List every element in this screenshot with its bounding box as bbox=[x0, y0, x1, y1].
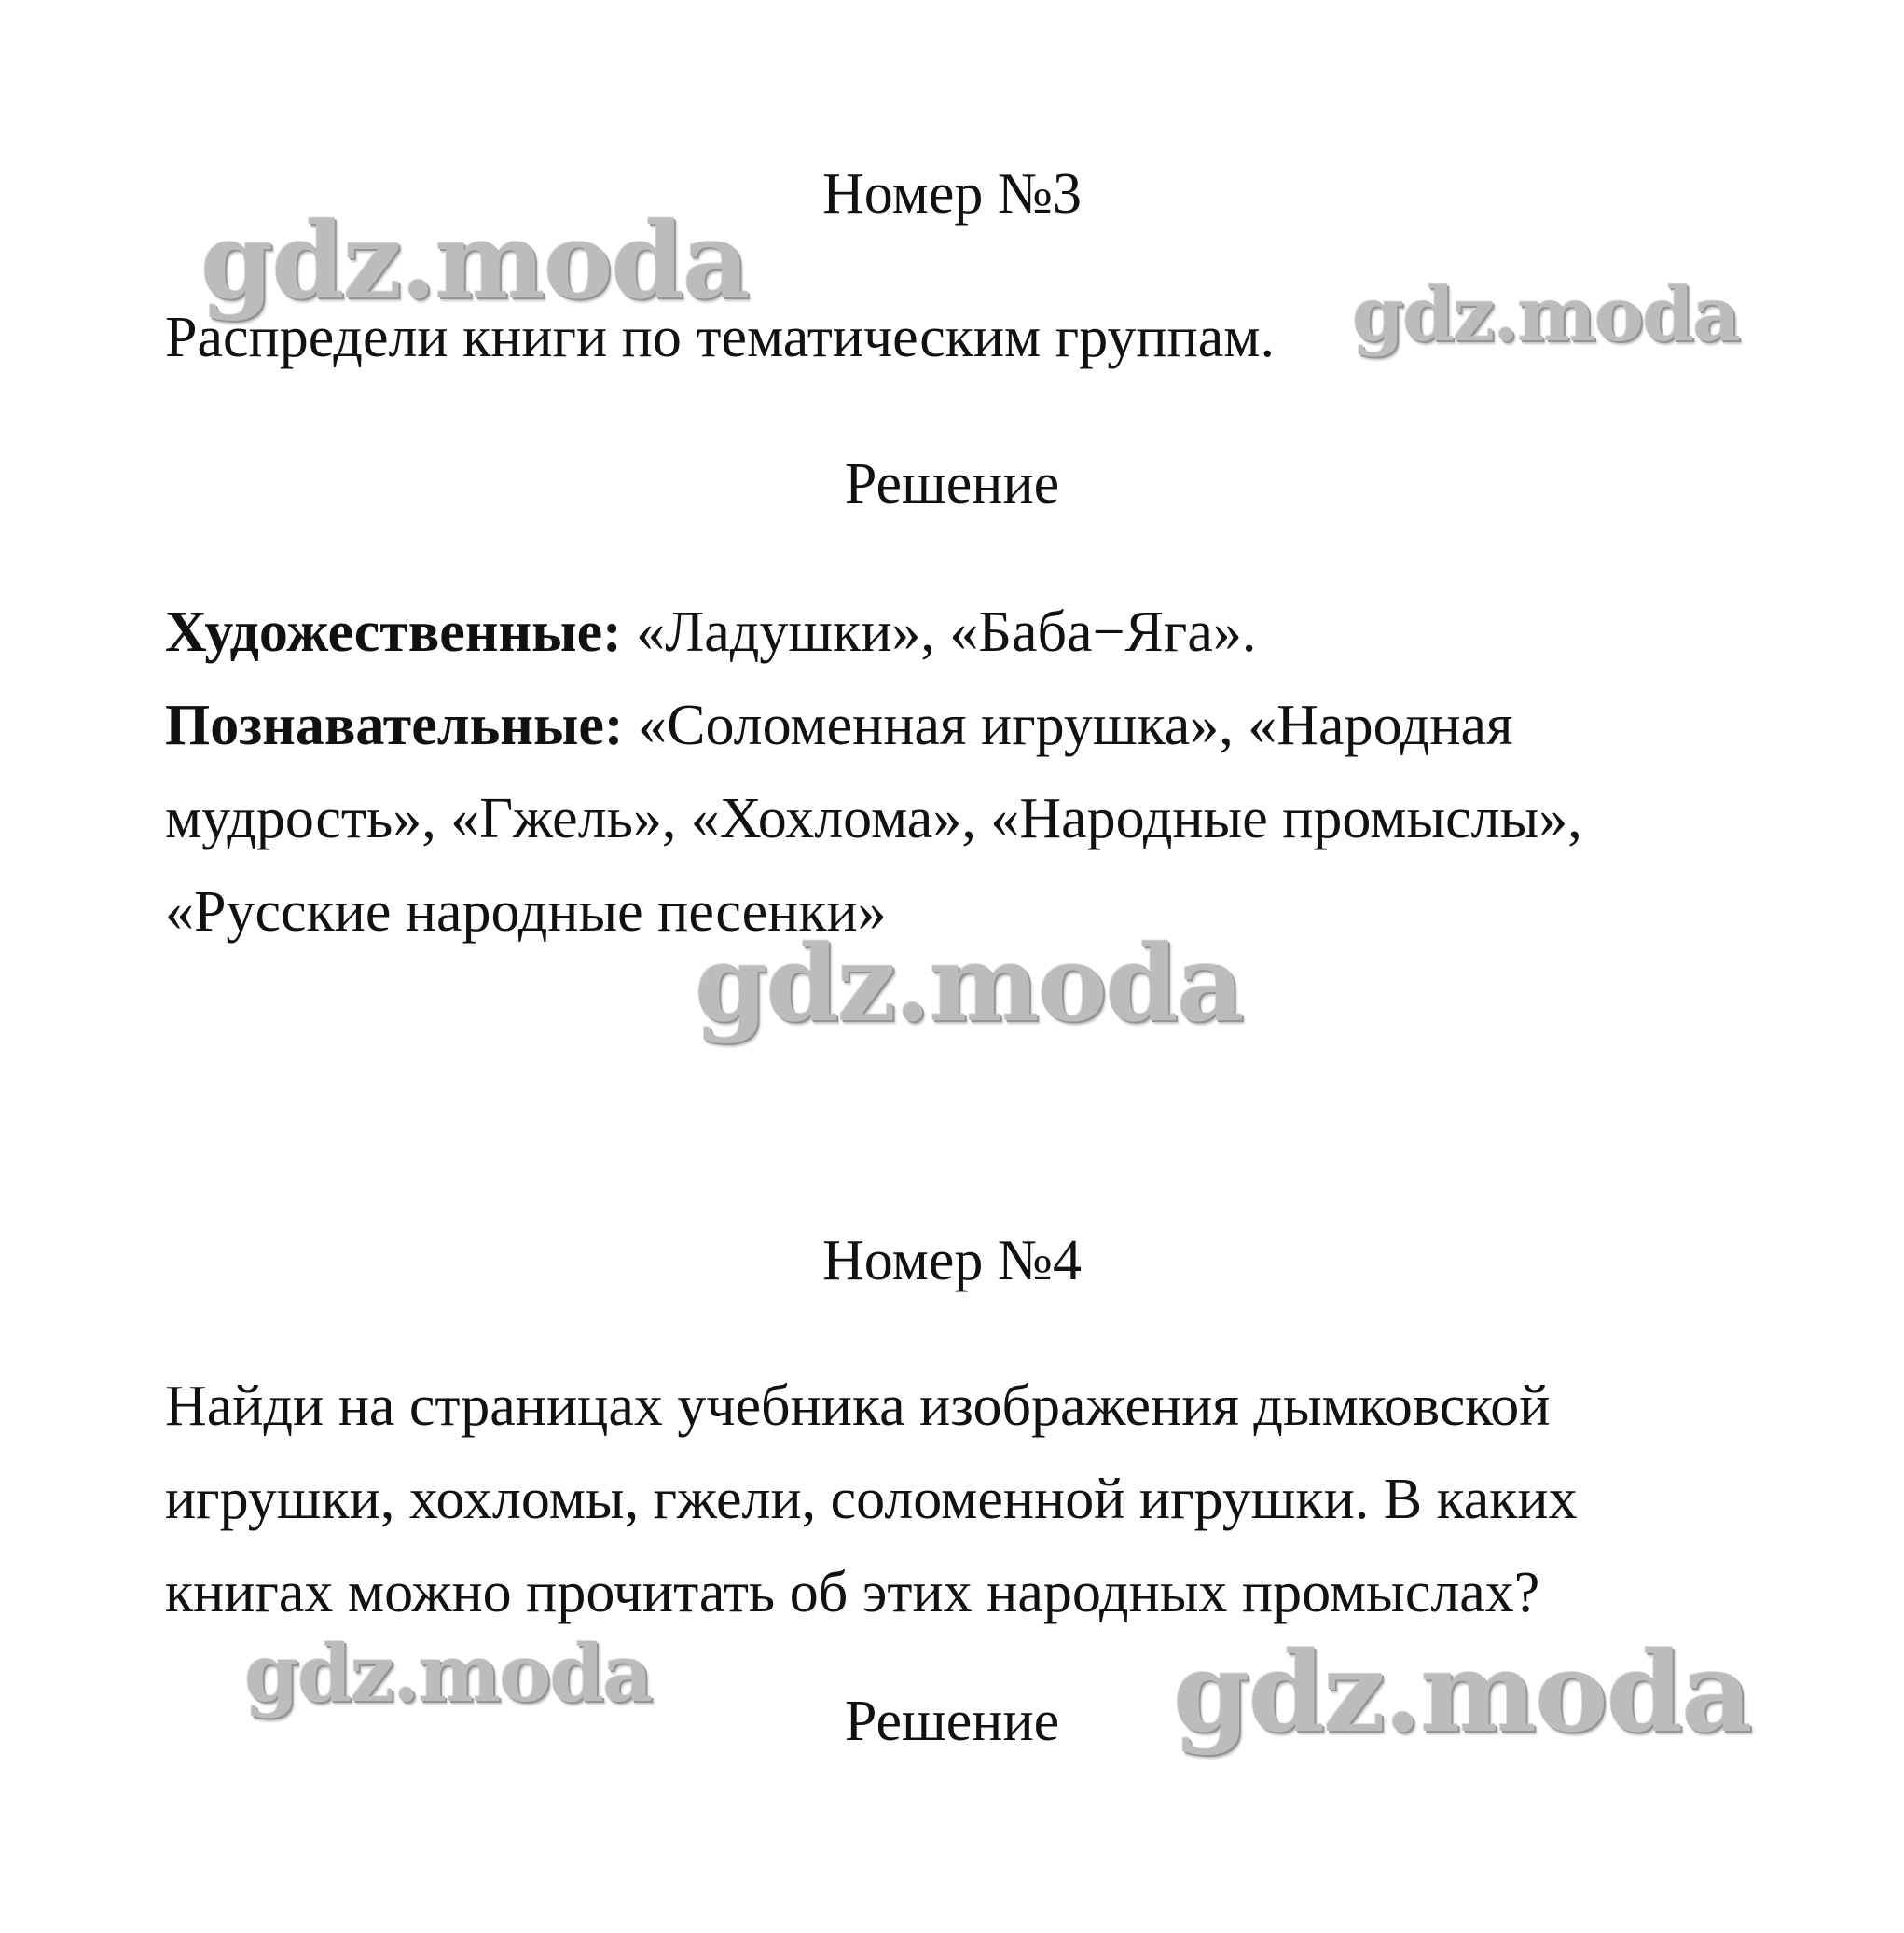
fiction-label: Художественные: bbox=[165, 601, 622, 664]
problem-4-heading: Номер №4 bbox=[821, 1229, 1082, 1292]
watermark-logo: gdz.moda bbox=[200, 200, 749, 323]
problem-3-educational-paragraph bbox=[165, 679, 1741, 959]
watermark-logo: gdz.moda bbox=[695, 923, 1243, 1045]
watermark-logo: gdz.moda bbox=[244, 1627, 652, 1719]
problem-4-solution-heading: Решение bbox=[844, 1690, 1060, 1753]
watermark-logo: gdz.moda bbox=[1173, 1627, 1751, 1757]
educational-label: Познавательные: bbox=[165, 694, 624, 757]
watermark-logo: gdz.moda bbox=[1352, 270, 1739, 358]
problem-4-task: Найди на страницах учебника изображения дымковской игрушки, хохломы, гжели, соломенной игрушки. В каких книгах можно прочитать об этих народных промыслах? bbox=[165, 1374, 1578, 1624]
problem-3-heading: Номер №3 bbox=[821, 162, 1082, 226]
problem-3-task: Распредели книги по тематическим группам. bbox=[165, 306, 1275, 369]
problem-3-fiction-line bbox=[165, 586, 1750, 679]
fiction-text: «Ладушки», «Баба−Яга». bbox=[636, 601, 1257, 664]
educational-text: «Соломенная игрушка», «Народная мудрость», «Гжель», «Хохлома», «Народные промыслы», «Русские народные песенки» bbox=[165, 694, 1582, 944]
problem-3-solution-heading: Решение bbox=[844, 452, 1060, 516]
